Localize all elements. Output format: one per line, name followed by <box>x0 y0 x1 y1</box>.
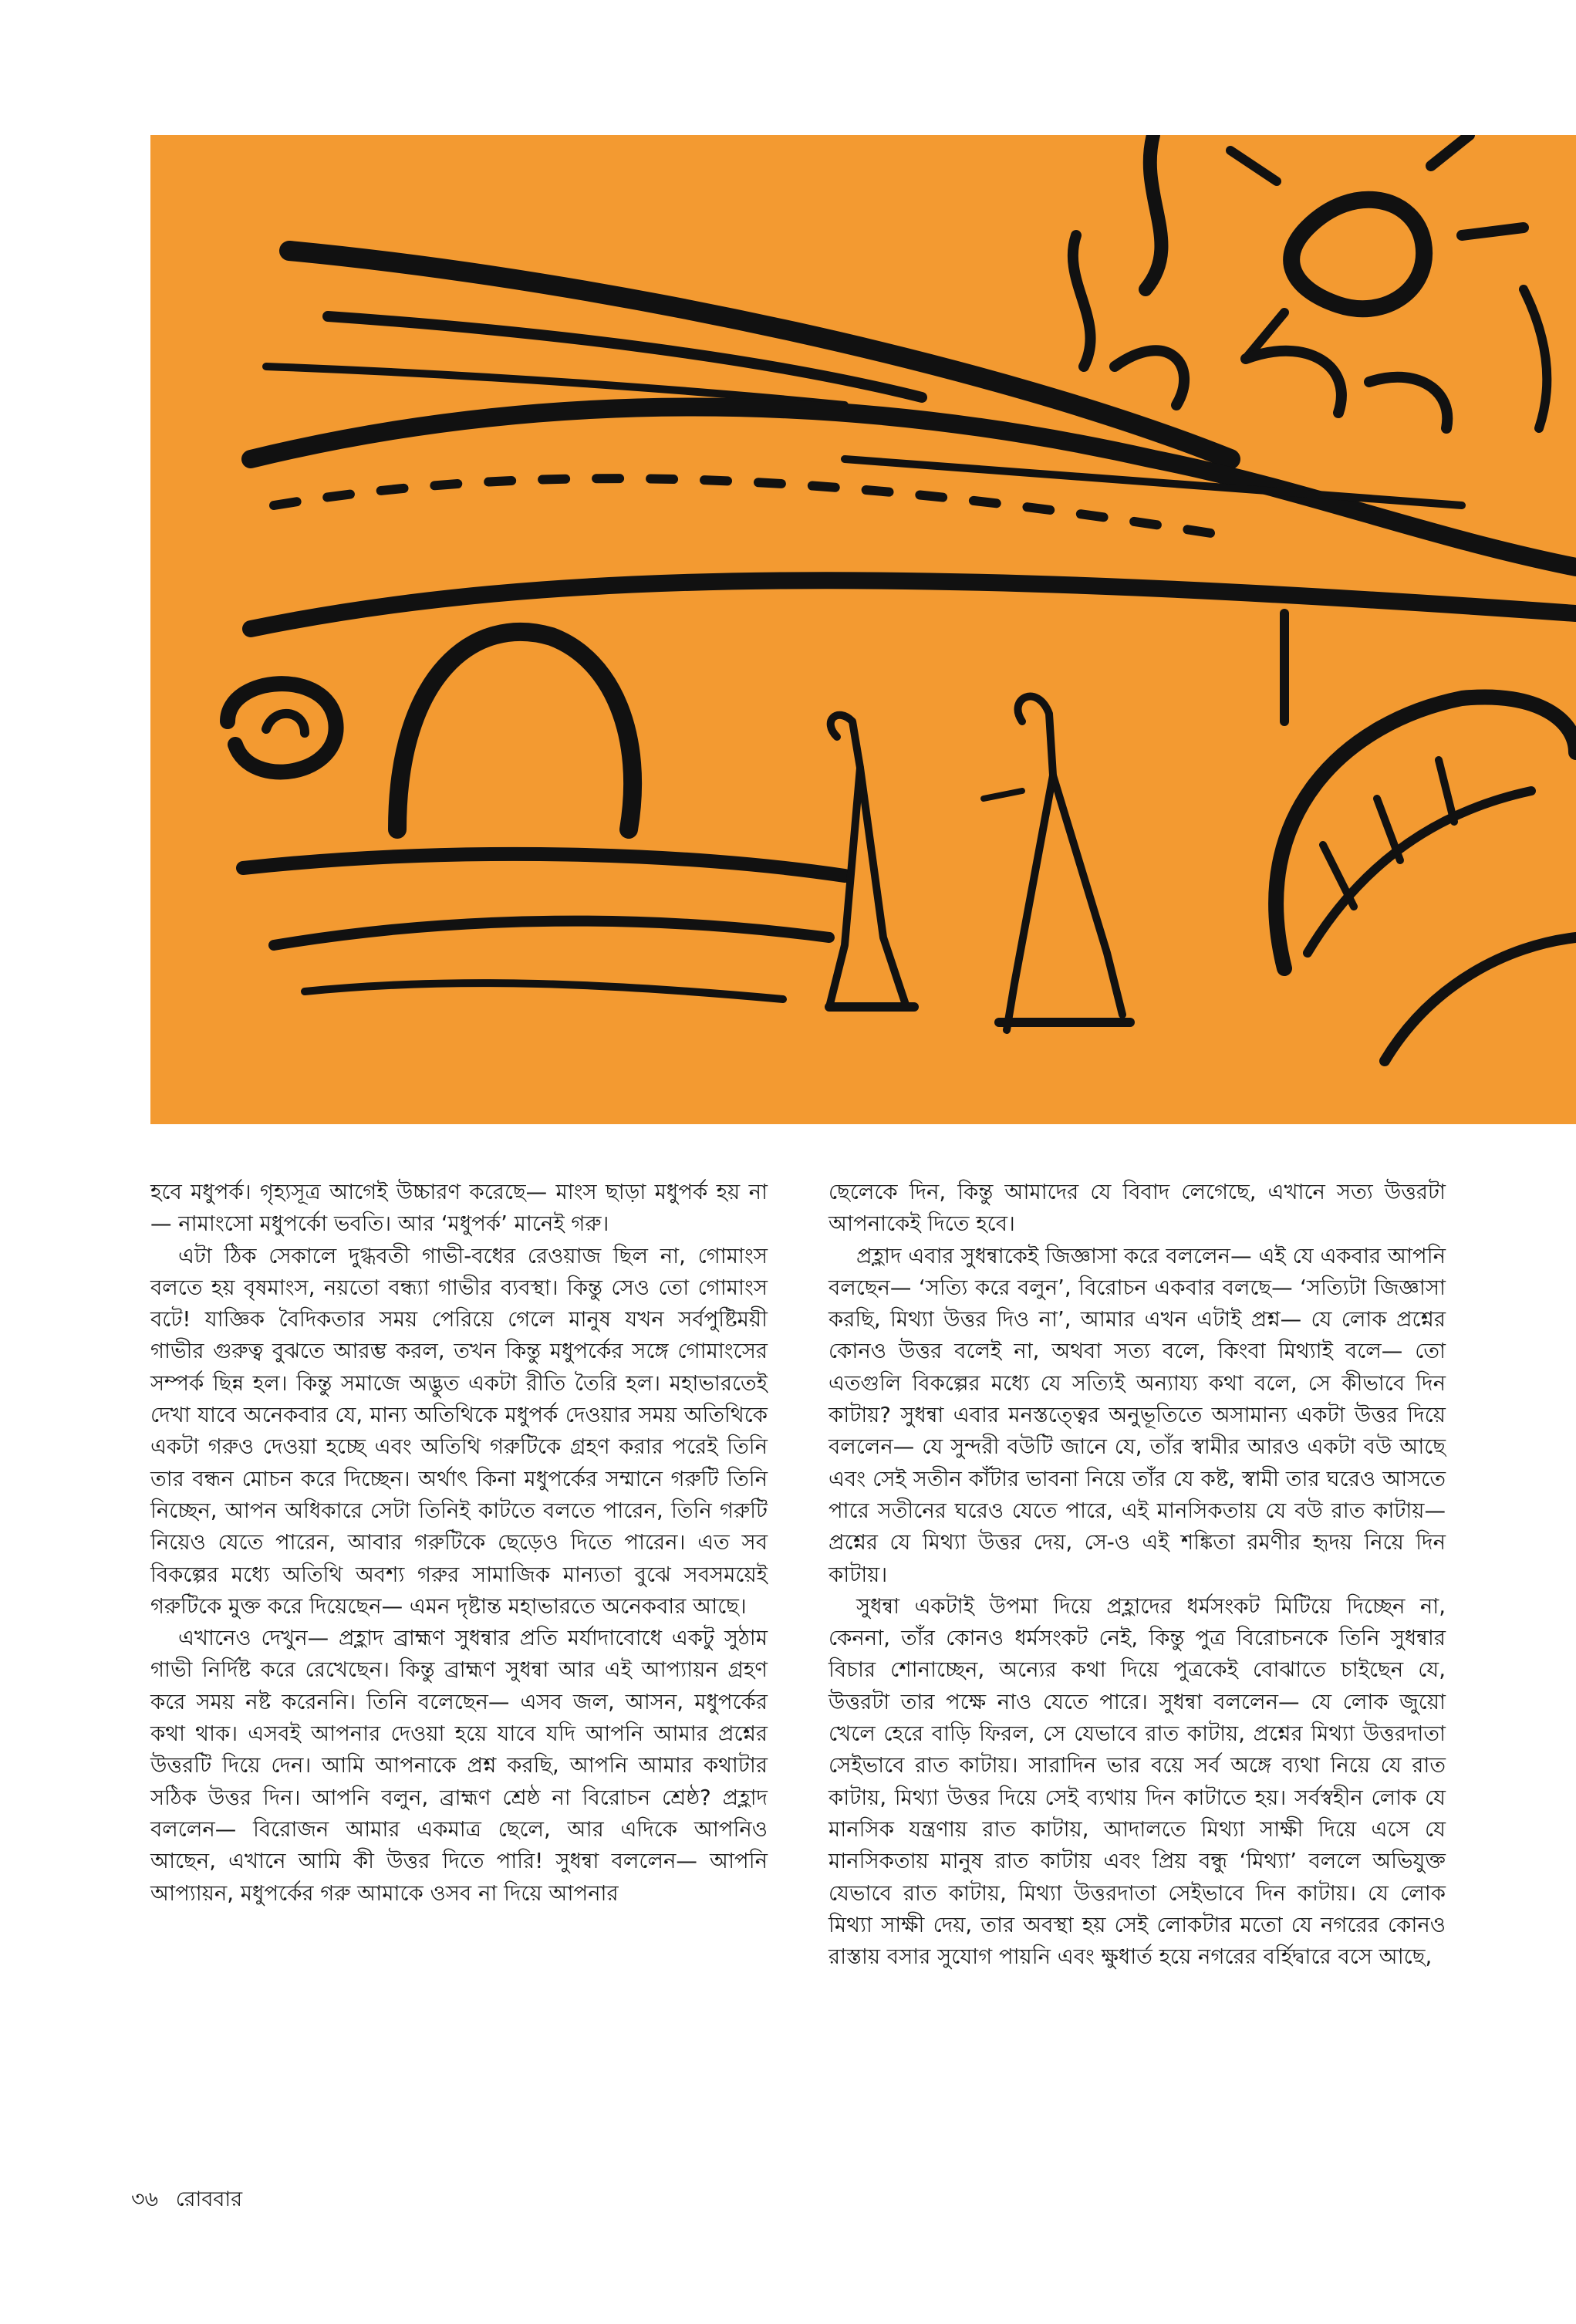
text-column-left <box>150 1177 768 1910</box>
paragraph: হবে মধুপর্ক। গৃহ্যসূত্র আগেই উচ্চারণ করেছে— মাংস ছাড়া মধুপর্ক হয় না— নামাংসো মধুপর্কো ভবতি। আর ‘মধুপর্ক’ মানেই গরু। <box>150 1180 768 1237</box>
paragraph: প্রহ্লাদ এবার সুধন্বাকেই জিজ্ঞাসা করে বললেন— এই যে একবার আপনি বলছেন— ‘সত্যি করে বলুন’, বিরোচন একবার বলছে— ‘সত্যিটা জিজ্ঞাসা করছি, মিথ্যা উত্তর দিও না’, আমার এখন এটাই প্রশ্ন— যে লোক প্রশ্নের কোনও উত্তর বলেই না, অথবা সত্য বলে, কিংবা মিথ্যাই বলে— তো এতগুলি বিকল্পের মধ্যে যে সত্যিই অন্যায্য কথা বলে, সে কীভাবে দিন কাটায়? সুধন্বা এবার মনস্তত্ত্বের অনুভূতিতে অসামান্য একটা উত্তর দিয়ে বললেন— যে সুন্দরী বউটি জানে যে, তাঁর স্বামীর আরও একটা বউ আছে এবং সেই সতীন কাঁটার ভাবনা নিয়ে তাঁর যে কষ্ট, স্বামী তার ঘরেও আসতে পারে সতীনের ঘরেও যেতে পারে, এই মানসিকতায় যে বউ রাত কাটায়— প্রশ্নের যে মিথ্যা উত্তর দেয়, সে-ও এই শঙ্কিতা রমণীর হৃদয় নিয়ে দিন কাটায়। <box>828 1243 1446 1587</box>
magazine-name: রোববার <box>175 2187 243 2211</box>
paragraph: এখানেও দেখুন— প্রহ্লাদ ব্রাহ্মণ সুধন্বার প্রতি মর্যাদাবোধে একটু সুঠাম গাভী নির্দিষ্ট করে রেখেছেন। কিন্তু ব্রাহ্মণ সুধন্বা আর এই আপ্যায়ন গ্রহণ করে সময় নষ্ট করেননি। তিনি বলেছেন— এসব জল, আসন, মধুপর্কের কথা থাক। এসবই আপনার দেওয়া হয়ে যাবে যদি আপনি আমার প্রশ্নের উত্তরটি দিয়ে দেন। আমি আপনাকে প্রশ্ন করছি, আপনি আমার কথাটার সঠিক উত্তর দিন। আপনি বলুন, ব্রাহ্মণ শ্রেষ্ঠ না বিরোচন শ্রেষ্ঠ? প্রহ্লাদ বললেন— বিরোজন আমার একমাত্র ছেলে, আর এদিকে আপনিও আছেন, এখানে আমি কী উত্তর দিতে পারি! সুধন্বা বললেন— আপনি আপ্যায়ন, মধুপর্কের গরু আমাকে ওসব না দিয়ে আপনার <box>150 1626 768 1906</box>
page-number: ৩৬ <box>131 2187 159 2211</box>
text-column-right <box>828 1177 1446 1973</box>
brush-illustration <box>150 135 1576 1124</box>
paragraph: সুধন্বা একটাই উপমা দিয়ে প্রহ্লাদের ধর্মসংকট মিটিয়ে দিচ্ছেন না, কেননা, তাঁর কোনও ধর্মসংকট নেই, কিন্তু পুত্র বিরোচনকে তিনি সুধন্বার বিচার শোনাচ্ছেন, অন্যের কথা দিয়ে পুত্রকেই বোঝাতে চাইছেন যে, উত্তরটা তার পক্ষে নাও যেতে পারে। সুধন্বা বললেন— যে লোক জুয়ো খেলে হেরে বাড়ি ফিরল, সে যেভাবে রাত কাটায়, প্রশ্নের মিথ্যা উত্তরদাতা সেইভাবে রাত কাটায়। সারাদিন ভার বয়ে সর্ব অঙ্গে ব্যথা নিয়ে যে রাত কাটায়, মিথ্যা উত্তর দিয়ে সেই ব্যথায় দিন কাটাতে হয়। সর্বস্বহীন লোক যে মানসিক যন্ত্রণায় রাত কাটায়, আদালতে মিথ্যা সাক্ষী দিয়ে এসে যে মানসিকতায় মানুষ রাত কাটায় এবং প্রিয় বন্ধু ‘মিথ্যা’ বললে অভিযুক্ত যেভাবে রাত কাটায়, মিথ্যা উত্তরদাতা সেইভাবে দিন কাটায়। যে লোক মিথ্যা সাক্ষী দেয়, তার অবস্থা হয় সেই লোকটার মতো যে নগরের কোনও রাস্তায় বসার সুযোগ পায়নি এবং ক্ষুধার্ত হয়ে নগরের বর্হিদ্বারে বসে আছে, <box>828 1593 1446 1970</box>
page-footer <box>131 2184 253 2218</box>
paragraph: এটা ঠিক সেকালে দুগ্ধবতী গাভী-বধের রেওয়াজ ছিল না, গোমাংস বলতে হয় বৃষমাংস, নয়তো বন্ধ্যা গাভীর ব্যবস্থা। কিন্তু সেও তো গোমাংস বটে! যাজ্ঞিক বৈদিকতার সময় পেরিয়ে গেলে মানুষ যখন সর্বপুষ্টিময়ী গাভীর গুরুত্ব বুঝতে আরম্ভ করল, তখন কিন্তু মধুপর্কের সঙ্গে গোমাংসের সম্পর্ক ছিন্ন হল। কিন্তু সমাজে অদ্ভুত একটা রীতি তৈরি হল। মহাভারতেই দেখা যাবে অনেকবার যে, মান্য অতিথিকে মধুপর্ক দেওয়ার সময় অতিথিকে একটা গরুও দেওয়া হচ্ছে এবং অতিথি গরুটিকে গ্রহণ করার পরেই তিনি তার বন্ধন মোচন করে দিচ্ছেন। অর্থাৎ কিনা মধুপর্কের সম্মানে গরুটি তিনি নিচ্ছেন, আপন অধিকারে সেটা তিনিই কাটতে বলতে পারেন, তিনি গরুটি নিয়েও যেতে পারেন, আবার গরুটিকে ছেড়েও দিতে পারেন। এত সব বিকল্পের মধ্যে অতিথি অবশ্য গরুর সামাজিক মান্যতা বুঝে সবসময়েই গরুটিকে মুক্ত করে দিয়েছেন— এমন দৃষ্টান্ত মহাভারতে অনেকবার আছে। <box>150 1243 768 1619</box>
brush-drawing <box>150 135 1576 1124</box>
paragraph: ছেলেকে দিন, কিন্তু আমাদের যে বিবাদ লেগেছে, এখানে সত্য উত্তরটা আপনাকেই দিতে হবে। <box>828 1180 1446 1237</box>
